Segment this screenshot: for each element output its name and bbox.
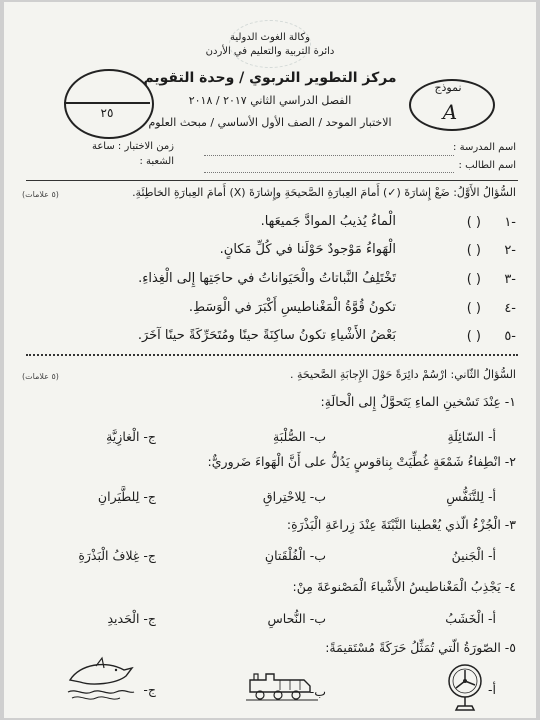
q2-option-a[interactable]: أ- الْخَشَبُ xyxy=(445,611,496,626)
score-oval xyxy=(64,69,154,139)
exam-paper xyxy=(4,2,536,718)
q2-option-b[interactable]: ب- لِلاحْتِراقِ xyxy=(262,489,326,504)
q1-item-text: تَخْتَلِفُ النَّباتاتُ والْحَيَواناتُ في حاجَتِها إِلى الْغِذاءِ. xyxy=(138,271,396,286)
q2-item-stem: ٢- انْطِفاءُ شَمْعَةٍ غُطِّيَتْ بِناقوسٍ يَدُلُّ على أَنَّ الْهَواءَ ضَروريٌّ: xyxy=(207,454,516,469)
q2-option-a[interactable]: أ- الْجَنينُ xyxy=(451,548,496,563)
q1-title: السُّؤالُ الأَوَّلُ: ضَعْ إِشارَةَ (✓) أَمامَ العِبارَةِ الصَّحيحَةِ وإِشارَةَ (X) أَمامَ العِبارَةِ الخاطِئَةِ. xyxy=(132,186,516,199)
q2-item-stem: ٤- يَجْذِبُ الْمَغْناطيسُ الأَشْياءَ الْمَصْنوعَةَ مِنْ: xyxy=(292,579,516,594)
model-letter: A xyxy=(442,100,458,124)
student-label: اسم الطالب : xyxy=(458,160,516,171)
student-line[interactable] xyxy=(204,172,454,173)
q2-marks: (٥ علامات) xyxy=(22,372,59,381)
q2-item-stem: ٣- الْجُزْءُ الّذي يُعْطينا النَّبْتَةَ عِنْدَ زِراعَةِ الْبَذْرَةِ: xyxy=(286,517,516,532)
q1-answer-box[interactable]: ( ) xyxy=(466,243,481,258)
fan-icon[interactable] xyxy=(446,662,484,714)
q1-item-num: -٤ xyxy=(504,301,516,316)
section-label: الشعبة : xyxy=(139,156,174,167)
school-label: اسم المدرسة : xyxy=(453,142,516,153)
q1-answer-box[interactable]: ( ) xyxy=(466,215,481,230)
q1-item-text: بَعْضُ الأَشْياءِ تكونُ ساكِنَةً حينًا ومُتَحَرِّكَةً حينًا آخَرَ. xyxy=(137,328,396,343)
q2-option-b[interactable]: ب- النُّحاسِ xyxy=(267,611,326,626)
q2-item-stem: ١- عِنْدَ تَسْخينِ الماءِ يَتَحوَّلُ إِلى الْحالَةِ: xyxy=(320,394,516,409)
q1-answer-box[interactable]: ( ) xyxy=(466,329,481,344)
department-name: دائرة التربية والتعليم في الأردن xyxy=(205,46,335,57)
q1-marks: (٥ علامات) xyxy=(22,190,59,199)
score-total: ٢٥ xyxy=(100,106,114,120)
header-agency xyxy=(4,32,536,57)
q1-item-num: -١ xyxy=(504,215,516,230)
agency-name: وكالة الغوث الدولية xyxy=(230,32,310,43)
train-icon[interactable] xyxy=(244,664,324,704)
exam-line: الاختبار الموحد / الصف الأول الأساسي / مبحث العلوم xyxy=(148,116,392,129)
q2-option-c[interactable]: ج- الْغازِيَّةِ xyxy=(106,429,156,444)
term-line: الفصل الدراسي الثاني ٢٠١٧ / ٢٠١٨ xyxy=(188,94,352,107)
q2-option-c[interactable]: ج- الْحَديدِ xyxy=(107,611,156,626)
q2-option-c[interactable]: ج- xyxy=(143,682,156,697)
q1-item-num: -٥ xyxy=(504,329,516,344)
q2-option-c[interactable]: ج- لِلطَّيَرانِ xyxy=(97,489,156,504)
q2-item-stem: ٥- الصّورَةُ الّتي تُمَثِّلُ حَرَكَةً مُسْتَقيمَةً: xyxy=(325,640,516,655)
q1-item-text: الْماءُ يُذيبُ الموادَّ جَميعَها. xyxy=(260,214,396,229)
q1-item-num: -٢ xyxy=(504,243,516,258)
divider-top xyxy=(26,180,518,181)
q2-option-a[interactable]: أ- السّائِلَةِ xyxy=(447,429,496,444)
q2-option-b[interactable]: ب- الصُّلْبَةِ xyxy=(273,429,326,444)
model-label: نموذج xyxy=(434,81,462,94)
q2-option-a[interactable]: أ- لِلتَّنَفُّسِ xyxy=(446,489,496,504)
time-label: زمن الاختبار : ساعة xyxy=(91,141,174,152)
divider-middle xyxy=(26,354,518,356)
q2-option-a[interactable]: أ- xyxy=(488,682,496,697)
q1-answer-box[interactable]: ( ) xyxy=(466,272,481,287)
q1-answer-box[interactable]: ( ) xyxy=(466,301,481,316)
q1-item-text: الْهَواءُ مَوْجودٌ حَوْلَنا في كُلِّ مَكانٍ. xyxy=(219,242,396,257)
q2-option-b[interactable]: ب- xyxy=(309,684,326,699)
q1-item-text: تكونُ قُوَّةُ الْمَغْناطيسِ أَكْبَرَ في الْوَسَطِ. xyxy=(188,300,396,315)
center-title: مركز التطوير التربوي / وحدة التقويم xyxy=(143,70,397,86)
q1-item-num: -٣ xyxy=(504,272,516,287)
q2-option-b[interactable]: ب- الْفُلْقَتانِ xyxy=(264,548,326,563)
q2-title: السُّؤالُ الثّاني: ارْسُمْ دائِرَةً حَوْلَ الإِجابَةِ الصَّحيحَةِ . xyxy=(290,368,516,381)
score-divider xyxy=(64,102,150,104)
school-line[interactable] xyxy=(204,155,454,156)
dolphin-icon[interactable] xyxy=(66,654,136,704)
q2-option-c[interactable]: ج- غِلافُ الْبَذْرَةِ xyxy=(78,548,156,563)
